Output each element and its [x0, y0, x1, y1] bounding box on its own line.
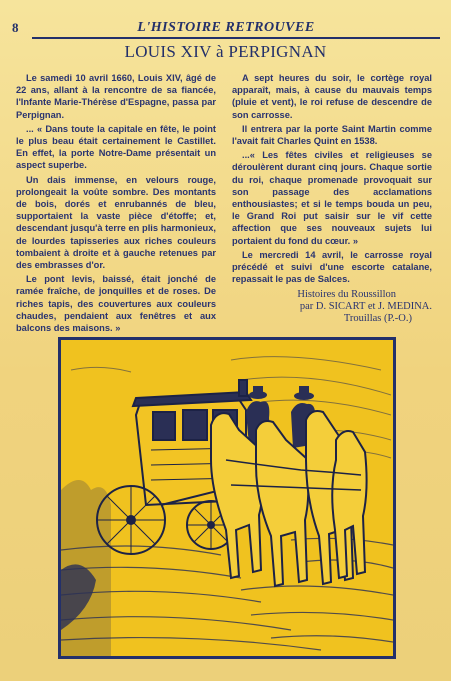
paragraph: ... « Dans toute la capitale en fête, le point le plus beau était certainement le Castillet. En effet, la porte Notre-Dame présentait un aspect superbe. [16, 123, 216, 171]
source-citation [232, 289, 432, 325]
paragraph: Il entrera par la porte Saint Martin comme l'avait fait Charles Quint en 1538. [232, 123, 432, 147]
right-column [232, 72, 432, 325]
carriage-drawing [61, 340, 393, 656]
paragraph: A sept heures du soir, le cortège royal apparaît, mais, à cause du mauvais temps (pluie et vent), le roi refuse de descendre de son carrosse. [232, 73, 432, 120]
source-authors: par D. SICART et J. MEDINA. [299, 301, 432, 313]
paragraph: Un dais immense, en velours rouge, prolongeait la voûte sombre. Des montants de bois, dorés et enrubannés de bleu, supportaient la vaste pièce d'étoffe; et, descendant jusqu'à terre en plis harmonieux, de lourdes tapisseries aux riches couleurs tombaient à droite et à gauche retenues par des embrasses d'or. [16, 174, 216, 271]
page-header [8, 20, 444, 36]
paragraph: ...« Les fêtes civiles et religieuses se déroulèrent durant cinq jours. Chaque sortie du roi, chaque promenade provoquait sur son passage des acclamations enthousiastes; et si le temps bouda un peu, le Grand Roi put saisir sur le vif cette affection que ses nouveaux sujets lui portaient du fond du cœur. » [232, 150, 432, 246]
paragraph: Le pont levis, baissé, était jonché de ramée fraîche, de jonquilles et de roses. De riches tapis, des couvertures aux couleurs chaudes, pendaient aux fenêtres et aux balcons des maisons. » [16, 274, 216, 334]
carriage-illustration [58, 337, 396, 659]
header-divider [32, 37, 440, 39]
magazine-section-title: L'HISTOIRE RETROUVEE [137, 20, 315, 35]
paragraph: Le samedi 10 avril 1660, Louis XIV, âgé de 22 ans, allant à la rencontre de sa fiancée, l'Infante Marie-Thérèse d'Espagne, passa par Perpignan. [16, 73, 216, 120]
source-book: Histoires du Roussillon [297, 289, 396, 301]
source-place: Trouillas (P.-O.) [343, 313, 412, 325]
paragraph: Le mercredi 14 avril, le carrosse royal précédé et suivi d'une escorte catalane, repassait le pas de Salces. [232, 249, 432, 285]
left-column [16, 72, 216, 336]
article-title: LOUIS XIV à PERPIGNAN [124, 42, 327, 61]
page-number: 8 [12, 20, 19, 35]
